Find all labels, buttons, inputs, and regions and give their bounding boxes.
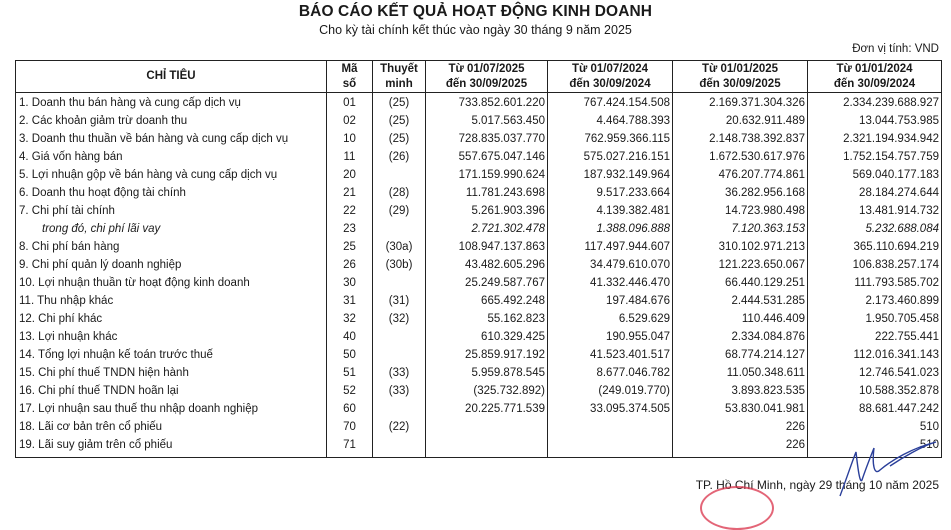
row-code: 50 (327, 346, 373, 364)
value-q3-2024: 1.388.096.888 (548, 220, 673, 238)
value-ytd-2025: 2.169.371.304.326 (673, 93, 808, 113)
value-ytd-2024: 2.173.460.899 (808, 292, 942, 310)
table-row (16, 274, 942, 292)
value-ytd-2025: 310.102.971.213 (673, 238, 808, 256)
table-row (16, 328, 942, 346)
row-label: 18. Lãi cơ bản trên cổ phiếu (16, 418, 327, 436)
value-ytd-2025: 11.050.348.611 (673, 364, 808, 382)
value-ytd-2025: 226 (673, 436, 808, 458)
value-q3-2024: 197.484.676 (548, 292, 673, 310)
row-label: 4. Giá vốn hàng bán (16, 148, 327, 166)
row-label: 12. Chi phí khác (16, 310, 327, 328)
row-note: (25) (373, 112, 426, 130)
row-label: 16. Chi phí thuế TNDN hoãn lại (16, 382, 327, 400)
row-code: 52 (327, 382, 373, 400)
row-label: 2. Các khoản giảm trừ doanh thu (16, 112, 327, 130)
value-ytd-2024: 12.746.541.023 (808, 364, 942, 382)
row-code: 51 (327, 364, 373, 382)
table-row (16, 202, 942, 220)
value-ytd-2024: 112.016.341.143 (808, 346, 942, 364)
row-note (373, 346, 426, 364)
table-row (16, 238, 942, 256)
value-q3-2025: 43.482.605.296 (426, 256, 548, 274)
header-q3-2025: Từ 01/07/2025 đến 30/09/2025 (426, 61, 548, 93)
row-code: 71 (327, 436, 373, 458)
value-q3-2024: 34.479.610.070 (548, 256, 673, 274)
value-ytd-2025: 14.723.980.498 (673, 202, 808, 220)
value-q3-2025: 557.675.047.146 (426, 148, 548, 166)
value-q3-2025: 5.261.903.396 (426, 202, 548, 220)
row-code: 70 (327, 418, 373, 436)
row-note: (31) (373, 292, 426, 310)
table-header-row (16, 61, 942, 93)
table-body (16, 93, 942, 458)
row-label: 6. Doanh thu hoạt động tài chính (16, 184, 327, 202)
row-note: (25) (373, 93, 426, 113)
row-note (373, 274, 426, 292)
header-ytd-2025: Từ 01/01/2025 đến 30/09/2025 (673, 61, 808, 93)
row-note: (33) (373, 364, 426, 382)
header-note: Thuyết minh (373, 61, 426, 93)
value-ytd-2025: 1.672.530.617.976 (673, 148, 808, 166)
table-row (16, 400, 942, 418)
row-note (373, 220, 426, 238)
row-label: 11. Thu nhập khác (16, 292, 327, 310)
row-code: 23 (327, 220, 373, 238)
value-q3-2024: 575.027.216.151 (548, 148, 673, 166)
row-code: 26 (327, 256, 373, 274)
report-title: BÁO CÁO KẾT QUẢ HOẠT ĐỘNG KINH DOANH (298, 3, 653, 20)
value-q3-2025: 728.835.037.770 (426, 130, 548, 148)
value-ytd-2025: 121.223.650.067 (673, 256, 808, 274)
header-ytd-2024: Từ 01/01/2024 đến 30/09/2024 (808, 61, 942, 93)
value-ytd-2025: 476.207.774.861 (673, 166, 808, 184)
value-ytd-2025: 20.632.911.489 (673, 112, 808, 130)
row-code: 01 (327, 93, 373, 113)
value-ytd-2024: 1.752.154.757.759 (808, 148, 942, 166)
value-ytd-2025: 2.444.531.285 (673, 292, 808, 310)
value-ytd-2025: 3.893.823.535 (673, 382, 808, 400)
value-q3-2025: 733.852.601.220 (426, 93, 548, 113)
table-row (16, 93, 942, 113)
table-row (16, 256, 942, 274)
company-stamp (700, 486, 774, 530)
value-q3-2025: 171.159.990.624 (426, 166, 548, 184)
value-q3-2024 (548, 436, 673, 458)
row-note (373, 436, 426, 458)
row-note (373, 328, 426, 346)
value-q3-2024: 190.955.047 (548, 328, 673, 346)
value-q3-2024: 4.464.788.393 (548, 112, 673, 130)
value-q3-2025: 55.162.823 (426, 310, 548, 328)
value-ytd-2024: 13.044.753.985 (808, 112, 942, 130)
header-q3-2024: Từ 01/07/2024 đến 30/09/2024 (548, 61, 673, 93)
row-code: 22 (327, 202, 373, 220)
row-note (373, 166, 426, 184)
row-note: (22) (373, 418, 426, 436)
value-ytd-2024: 510 (808, 418, 942, 436)
value-ytd-2024: 106.838.257.174 (808, 256, 942, 274)
table-row (16, 310, 942, 328)
currency-unit: Đơn vị tính: VND (852, 43, 939, 55)
value-ytd-2025: 53.830.041.981 (673, 400, 808, 418)
row-code: 21 (327, 184, 373, 202)
value-ytd-2025: 68.774.214.127 (673, 346, 808, 364)
header-indicator: CHỈ TIÊU (16, 61, 327, 93)
income-statement-table (15, 60, 942, 458)
value-q3-2025: 5.959.878.545 (426, 364, 548, 382)
row-label: 10. Lợi nhuận thuần từ hoạt động kinh doanh (16, 274, 327, 292)
value-q3-2024: 9.517.233.664 (548, 184, 673, 202)
value-q3-2025: (325.732.892) (426, 382, 548, 400)
row-label: 19. Lãi suy giảm trên cổ phiếu (16, 436, 327, 458)
row-note (373, 400, 426, 418)
table-row (16, 436, 942, 458)
value-q3-2024: 41.523.401.517 (548, 346, 673, 364)
value-q3-2024: 33.095.374.505 (548, 400, 673, 418)
row-note: (32) (373, 310, 426, 328)
place-date: TP. Hồ Chí Minh, ngày 29 tháng 10 năm 2025 (695, 478, 939, 492)
value-ytd-2025: 66.440.129.251 (673, 274, 808, 292)
row-code: 40 (327, 328, 373, 346)
value-q3-2024: 762.959.366.115 (548, 130, 673, 148)
value-ytd-2024: 88.681.447.242 (808, 400, 942, 418)
table-row (16, 346, 942, 364)
table-row (16, 382, 942, 400)
value-ytd-2024: 2.321.194.934.942 (808, 130, 942, 148)
table-row (16, 292, 942, 310)
table-row (16, 220, 942, 238)
value-q3-2025: 665.492.248 (426, 292, 548, 310)
table-row (16, 418, 942, 436)
value-q3-2024: (249.019.770) (548, 382, 673, 400)
value-ytd-2025: 110.446.409 (673, 310, 808, 328)
value-q3-2024: 187.932.149.964 (548, 166, 673, 184)
value-q3-2025: 20.225.771.539 (426, 400, 548, 418)
value-ytd-2024: 222.755.441 (808, 328, 942, 346)
table-row (16, 148, 942, 166)
value-q3-2025 (426, 418, 548, 436)
value-q3-2024: 767.424.154.508 (548, 93, 673, 113)
row-label: 17. Lợi nhuận sau thuế thu nhập doanh nghiệp (16, 400, 327, 418)
value-ytd-2025: 2.148.738.392.837 (673, 130, 808, 148)
row-label: 9. Chi phí quản lý doanh nghiệp (16, 256, 327, 274)
row-label: 14. Tổng lợi nhuận kế toán trước thuế (16, 346, 327, 364)
row-note: (26) (373, 148, 426, 166)
value-q3-2025: 25.249.587.767 (426, 274, 548, 292)
value-q3-2025: 11.781.243.698 (426, 184, 548, 202)
value-ytd-2024: 1.950.705.458 (808, 310, 942, 328)
row-code: 32 (327, 310, 373, 328)
row-code: 60 (327, 400, 373, 418)
value-ytd-2024: 10.588.352.878 (808, 382, 942, 400)
row-label: 7. Chi phí tài chính (16, 202, 327, 220)
table-row (16, 364, 942, 382)
row-note: (30b) (373, 256, 426, 274)
row-note: (33) (373, 382, 426, 400)
row-code: 02 (327, 112, 373, 130)
value-q3-2024: 8.677.046.782 (548, 364, 673, 382)
value-q3-2025: 25.859.917.192 (426, 346, 548, 364)
value-ytd-2024: 5.232.688.084 (808, 220, 942, 238)
value-q3-2025: 5.017.563.450 (426, 112, 548, 130)
row-note: (25) (373, 130, 426, 148)
table-row (16, 112, 942, 130)
value-ytd-2024: 13.481.914.732 (808, 202, 942, 220)
value-ytd-2024: 28.184.274.644 (808, 184, 942, 202)
row-code: 31 (327, 292, 373, 310)
value-ytd-2025: 7.120.363.153 (673, 220, 808, 238)
value-ytd-2024: 365.110.694.219 (808, 238, 942, 256)
row-code: 25 (327, 238, 373, 256)
value-q3-2024: 6.529.629 (548, 310, 673, 328)
table-row (16, 130, 942, 148)
row-note: (29) (373, 202, 426, 220)
value-ytd-2024: 111.793.585.702 (808, 274, 942, 292)
row-note: (28) (373, 184, 426, 202)
value-q3-2024: 117.497.944.607 (548, 238, 673, 256)
row-label: 15. Chi phí thuế TNDN hiện hành (16, 364, 327, 382)
value-q3-2025: 2.721.302.478 (426, 220, 548, 238)
value-q3-2024: 4.139.382.481 (548, 202, 673, 220)
row-note: (30a) (373, 238, 426, 256)
value-ytd-2025: 2.334.084.876 (673, 328, 808, 346)
value-q3-2024: 41.332.446.470 (548, 274, 673, 292)
value-ytd-2024: 2.334.239.688.927 (808, 93, 942, 113)
row-label: 8. Chi phí bán hàng (16, 238, 327, 256)
value-ytd-2024: 510 (808, 436, 942, 458)
value-ytd-2024: 569.040.177.183 (808, 166, 942, 184)
row-label: 5. Lợi nhuận gộp về bán hàng và cung cấp dịch vụ (16, 166, 327, 184)
row-label: 13. Lợi nhuận khác (16, 328, 327, 346)
report-subtitle: Cho kỳ tài chính kết thúc vào ngày 30 tháng 9 năm 2025 (319, 23, 632, 37)
row-code: 20 (327, 166, 373, 184)
row-code: 11 (327, 148, 373, 166)
value-q3-2024 (548, 418, 673, 436)
value-q3-2025: 108.947.137.863 (426, 238, 548, 256)
row-label: 1. Doanh thu bán hàng và cung cấp dịch vụ (16, 93, 327, 113)
header-code: Mã số (327, 61, 373, 93)
table-row (16, 166, 942, 184)
value-ytd-2025: 226 (673, 418, 808, 436)
table-row (16, 184, 942, 202)
signature (832, 440, 942, 498)
row-label: trong đó, chi phí lãi vay (16, 220, 327, 238)
row-code: 10 (327, 130, 373, 148)
row-label: 3. Doanh thu thuần về bán hàng và cung cấp dịch vụ (16, 130, 327, 148)
row-code: 30 (327, 274, 373, 292)
value-ytd-2025: 36.282.956.168 (673, 184, 808, 202)
value-q3-2025: 610.329.425 (426, 328, 548, 346)
value-q3-2025 (426, 436, 548, 458)
